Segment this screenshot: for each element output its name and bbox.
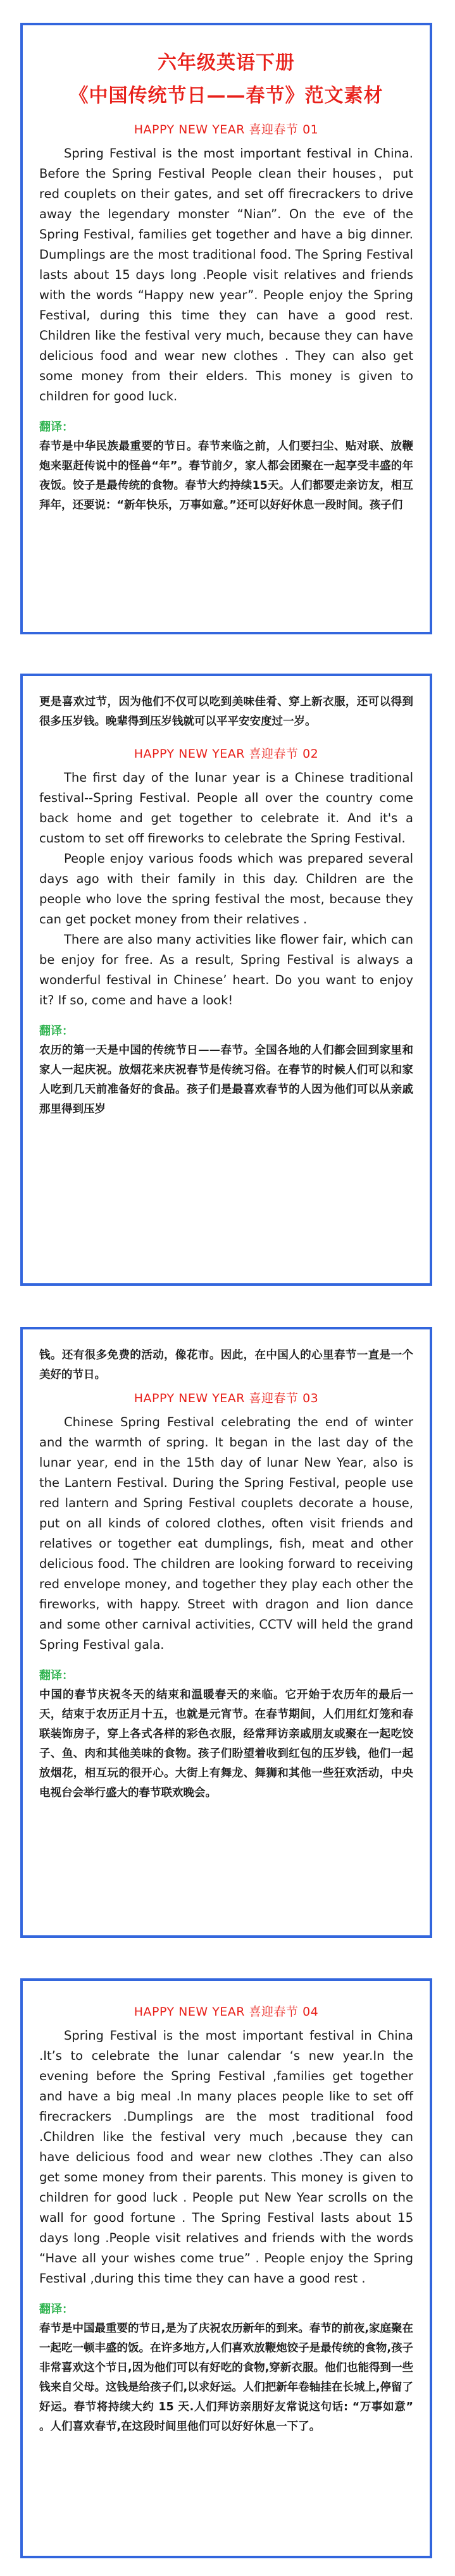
section-heading-02: HAPPY NEW YEAR 喜迎春节 02 bbox=[134, 747, 319, 761]
page-card-2 bbox=[20, 674, 432, 1286]
translation-label-01: 翻译： bbox=[39, 421, 73, 434]
essay-english-02-para-1: The first day of the lunar year is a Chinese traditional festival--Spring Festival. People all over the country come back home and get together to celebrate it. And it's a custom to set off fireworks to celebrate the Spring Festival. bbox=[39, 770, 413, 846]
section-heading-04: HAPPY NEW YEAR 喜迎春节 04 bbox=[134, 2005, 319, 2019]
translation-label-04: 翻译： bbox=[39, 2303, 73, 2316]
essay-chinese-02: 农历的第一天是中国的传统节日——春节。全国各地的人们都会回到家里和家人一起庆祝。放烟花来庆祝春节是传统习俗。在春节的时候人们可以和家人吃到几天前准备好的食品。孩子们是最喜欢春节的人因为他们可以从亲戚那里得到压岁 bbox=[39, 1044, 413, 1116]
translation-label-02: 翻译： bbox=[39, 1025, 73, 1038]
essay-english-03: Chinese Spring Festival celebrating the end of winter and the warmth of spring. It began in the last day of the lunar year, end in the 15th day of lunar New Year, also is the Lantern Festival. During the Spring Festival, people use red lantern and Spring Festival couplets decorate a house, put on all kinds of colored clothes, often visit friends and relatives or together eat dumplings, fish, meat and other delicious food. The children are looking forward to receiving red envelope money, and together they play each other the fireworks, with happy. Street with dragon and lion dance and some other carnival activities, CCTV will held the grand Spring Festival gala. bbox=[39, 1415, 413, 1652]
essay-chinese-01: 春节是中华民族最重要的节日。春节来临之前，人们要扫尘、贴对联、放鞭炮来驱赶传说中的怪兽“年”。春节前夕，家人都会团聚在一起享受丰盛的年夜饭。饺子是最传统的食物。春节大约持续15天。人们都要走亲访友，相互拜年，还要说：“新年快乐，万事如意。”还可以好好休息一段时间。孩子们 bbox=[39, 440, 413, 512]
section-heading-01: HAPPY NEW YEAR 喜迎春节 01 bbox=[134, 123, 319, 137]
topic-title: 《中国传统节日——春节》范文素材 bbox=[69, 85, 383, 107]
essay-english-02-para-2: People enjoy various foods which was prepared several days ago with their family in this day. Children are the people who love the spring festival the most, because they can get pocket money from their relatives . bbox=[39, 851, 413, 927]
page-card-4 bbox=[20, 1978, 432, 2558]
page-card-3 bbox=[20, 1327, 432, 1938]
essay-english-01: Spring Festival is the most important festival in China. Before the Spring Festival People clean their houses，put red couplets on their gates, and set off firecrackers to drive away the legendary monster “Nian”. On the eve of the Spring Festival, families get together and have a big dinner. Dumplings are the most traditional food. The Spring Festival lasts about 15 days long .People visit relatives and friends with the words “Happy new year”. People enjoy the Spring Festival, during this time they can have a good rest. Children like the festival very much, because they can have delicious food and wear new clothes . They can also get some money from their elders. This money is given to children for good luck. bbox=[39, 146, 413, 404]
essay-chinese-02-continued: 钱。还有很多免费的活动，像花市。因此，在中国人的心里春节一直是一个美好的节日。 bbox=[39, 1349, 413, 1381]
section-heading-03: HAPPY NEW YEAR 喜迎春节 03 bbox=[134, 1391, 319, 1405]
essay-chinese-04: 春节是中国最重要的节日,是为了庆祝农历新年的到来。春节的前夜,家庭聚在一起吃一顿丰盛的饭。在许多地方,人们喜欢放鞭炮饺子是最传统的食物,孩子非常喜欢这个节日,因为他们可以有好吃的食物,穿新衣服。他们也能得到一些钱来自父母。这钱是给孩子们,以求好运。人们把新年卷轴挂在长城上,停留了好运。春节将持续大约 15 天.人们拜访亲朋好友常说这句话: “万事如意” 。人们喜欢春节,在这段时间里他们可以好好休息一下了。 bbox=[39, 2322, 413, 2433]
essay-english-02-para-3: There are also many activities like flower fair, which can be enjoy for free. As a result, Spring Festival is always a wonderful festival in Chinese’ heart. Do you want to enjoy it? If so, come and have a look! bbox=[39, 932, 413, 1008]
page-card-1 bbox=[20, 23, 432, 634]
essay-chinese-03: 中国的春节庆祝冬天的结束和温暖春天的来临。它开始于农历年的最后一天，结束于农历正月十五，也就是元宵节。在春节期间，人们用红灯笼和春联装饰房子，穿上各式各样的彩色衣服，经常拜访亲戚朋友或聚在一起吃饺子、鱼、肉和其他美味的食物。孩子们盼望着收到红包的压岁钱，他们一起放烟花，相互玩的很开心。大街上有舞龙、舞狮和其他一些狂欢活动，中央电视台会举行盛大的春节联欢晚会。 bbox=[39, 1689, 413, 1799]
essay-chinese-01-continued: 更是喜欢过节，因为他们不仅可以吃到美味佳肴、穿上新衣服，还可以得到很多压岁钱。晚辈得到压岁钱就可以平平安安度过一岁。 bbox=[39, 696, 413, 728]
grade-title: 六年级英语下册 bbox=[158, 52, 295, 74]
translation-label-03: 翻译： bbox=[39, 1669, 73, 1682]
essay-english-04: Spring Festival is the most important festival in China .It’s to celebrate the lunar calendar ‘s new year.In the evening before the Spring Festival ,families get together and have a big meal .In many places people like to set off firecrackers .Dumplings are the most traditional food .Children like the festival very much ,because they can have delicious food and wear new clothes .They can also get some money from their parents. This money is given to children for good luck . People put New Year scrolls on the wall for good fortune . The Spring Festival lasts about 15 days long .People visit relatives and friends with the words “Have all your wishes come true” . People enjoy the Spring Festival ,during this time they can have a good rest . bbox=[39, 2028, 413, 2286]
